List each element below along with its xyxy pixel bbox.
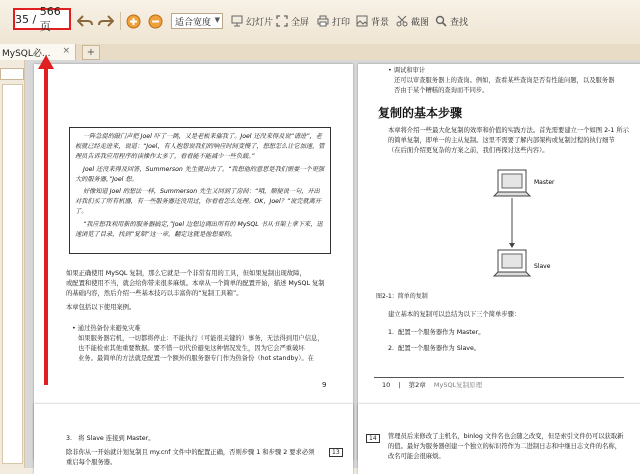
slideshow-button[interactable] <box>231 12 273 30</box>
body-line: （在后面介绍更复杂的方案之前，我们再探讨这些内容）。 <box>388 147 549 154</box>
slave-label: Slave <box>534 263 551 270</box>
footer-title: MySQL复制原理 <box>433 381 483 389</box>
zoom-in-button[interactable] <box>126 12 141 30</box>
bullet-item <box>388 66 640 96</box>
step3-text: 3. 将 Slave 连接到 Master。 <box>66 435 155 442</box>
scissors-icon <box>396 15 408 27</box>
footer <box>382 380 482 389</box>
chevron-down-icon: ▼ <box>214 16 220 24</box>
tab-label: MySQL必... <box>2 48 51 59</box>
page-lower-left <box>34 404 353 474</box>
body-line: 的简单复制，即单一的主从复制。这里不需要了解内部架构或复制过程的执行细节 <box>388 137 615 144</box>
slave-server-icon <box>494 250 530 276</box>
quote-paragraph: “我应想我利用新的服务器搞定，”Joel 边想边调出所有的 MySQL 书从书架上拿下来，迅速浏览了目录，找到“复制”这一章，翻定这就是他想要的。 <box>75 220 323 238</box>
page-number: 9 <box>322 381 327 389</box>
margin-tag: 14 <box>366 434 380 443</box>
body-text <box>66 269 338 313</box>
quote-paragraph: 一阵急促的敲门声把 Joel 吓了一跳，又是老板来催我了。Joel 还没来得及说“请进”，老板就已经走进来，说道：“Joel，有人抱怨说我们的响应时间变慢了，想想怎么让它加速，管理员告诉我应用程序的读操作太多了，看看能不能减少一些负载。” <box>75 133 325 161</box>
footer-separator: | <box>398 381 401 389</box>
quote-paragraph: 好像知道 Joel 的想法一样，Summerson 先生又回到了房间：“哦，顺便说一句，开出对我们买了所有机器，有一些服务器还没用过，你看看怎么处理。OK，Joel？”说完就离开了。 <box>75 188 322 216</box>
body-text <box>388 432 640 462</box>
find-label: 查找 <box>450 17 469 28</box>
find-button[interactable] <box>435 12 468 30</box>
new-tab-button[interactable]: + <box>82 45 100 60</box>
step-item: 1. 配置一个服务器作为 Master。 <box>388 329 485 336</box>
toolbar <box>0 0 640 45</box>
bullet-line: 还可以审查服务器上的查询。例如，查看某些查询是否有性能问题，以及服务器 <box>394 77 615 84</box>
body-line: 的基础内容，然后介绍一些基本技巧以丰富你的“复制工具箱”。 <box>66 290 243 297</box>
minus-circle-icon <box>148 14 163 29</box>
bullet-line: 业务。最简单的方法就是配置一个额外的服务器专门作为热备份（hot standby）。在 <box>78 355 314 362</box>
steps-intro: 建立基本的复制可以总结为以下三个简单步骤： <box>388 311 521 318</box>
body-line: 如果正确使用 MySQL 复制，那么它就是一个非常有用的工具，但如果复制出现故障， <box>66 270 306 277</box>
bullet-line: 也不能检索其他重要数据。要不惜一切代价避免这种情况发生，因为它会严重破坏 <box>78 345 305 352</box>
plus-circle-icon <box>126 14 141 29</box>
body-line: 或配置和使用不当，就会给你带来很多麻烦。本章从一个简单的配置开始，描述 MySQL 复制 <box>66 280 325 287</box>
background-button[interactable] <box>356 12 389 30</box>
steps-list <box>388 328 640 354</box>
search-icon <box>435 15 447 27</box>
body-line: 本章包括以下使用案例。 <box>66 304 136 311</box>
print-label: 打印 <box>332 17 351 28</box>
bullet-title: • 调试和审计 <box>388 67 426 74</box>
section-title: 复制的基本步骤 <box>378 106 463 120</box>
forward-button[interactable] <box>98 12 114 30</box>
intro-text <box>388 126 640 156</box>
footer-chapter: 第2章 <box>408 381 426 389</box>
zoom-value: 适合宽度 <box>175 17 212 28</box>
body-line: 除非你从一开始就计划复制且 my.cnf 文件中的配置正确，否则步骤 1 和步骤 2 要求必须 <box>66 449 315 456</box>
bullet-title: • 通过热备份来避免灾难 <box>72 325 141 332</box>
body-line: 改名可能会很麻烦。 <box>388 453 445 460</box>
master-label: Master <box>534 179 555 186</box>
page-lower-right <box>358 404 640 474</box>
screenshot-button[interactable] <box>396 12 429 30</box>
sidebar-toggle[interactable] <box>0 68 24 80</box>
page-total: 566页 <box>39 4 61 33</box>
zoom-out-button[interactable] <box>148 12 163 30</box>
forward-arrow-icon <box>98 14 114 28</box>
back-button[interactable] <box>77 12 93 30</box>
zoom-select[interactable] <box>171 13 223 29</box>
printer-icon <box>317 15 329 27</box>
sidebar <box>0 60 25 468</box>
annotation-arrow <box>36 55 56 385</box>
body-line: 重启每个服务器。 <box>66 459 117 466</box>
fullscreen-button[interactable] <box>276 12 309 30</box>
slideshow-icon <box>231 15 243 27</box>
page-current[interactable]: 35 <box>15 12 29 26</box>
step-item: 2. 配置一个服务器作为 Slave。 <box>388 345 481 352</box>
bullet-line: 否由于某个糟糕的查询而不同步。 <box>394 87 489 94</box>
bullet-line: 如果服务器宕机，一切都将停止：不能执行（可能很关键的）事务，无法得到用户信息， <box>78 335 324 342</box>
screenshot-label: 截图 <box>411 17 430 28</box>
page-right <box>358 64 640 460</box>
tab-bar <box>0 44 640 61</box>
page-separator: / <box>29 12 40 26</box>
body-line: 管理员后来修改了主机名，binlog 文件名也会随之改变，但是索引文件仍可以获取新 <box>388 433 624 440</box>
quote-box <box>69 127 331 254</box>
body-line: 本章将介绍一些最大化复制的效率和价值的实践方法。首先需要建立一个如图 2-1 所示 <box>388 127 629 134</box>
document-viewport[interactable] <box>25 60 640 468</box>
replication-diagram <box>458 164 608 284</box>
back-arrow-icon <box>77 14 93 28</box>
page-left <box>34 64 353 460</box>
arrow-head <box>509 243 515 248</box>
footer-page: 10 <box>382 381 391 389</box>
close-icon[interactable]: × <box>62 46 70 56</box>
page-number-input[interactable] <box>13 4 71 33</box>
background-icon <box>356 15 368 27</box>
master-server-icon <box>494 170 530 196</box>
slideshow-label: 幻灯片 <box>246 17 274 28</box>
fullscreen-icon <box>276 15 288 27</box>
body-line: 的值。最好为服务器创建一个独立的标识符作为二进制日志和中继日志文件的名称， <box>388 443 621 450</box>
print-button[interactable] <box>317 12 350 30</box>
footer-rule <box>374 377 624 378</box>
background-label: 背景 <box>371 17 390 28</box>
margin-tag: 13 <box>329 448 343 457</box>
bullet-item <box>72 324 342 364</box>
fullscreen-label: 全屏 <box>291 17 310 28</box>
figure-caption: 图2-1：简单的复制 <box>376 293 428 300</box>
body-text <box>66 448 328 468</box>
quote-paragraph: Joel 还没来得及回答，Summerson 先生就出去了。“我想他的意思是我们需要一个更强大的服务器，”Joel 想。 <box>75 165 325 183</box>
thumbnail-panel[interactable] <box>2 84 23 464</box>
